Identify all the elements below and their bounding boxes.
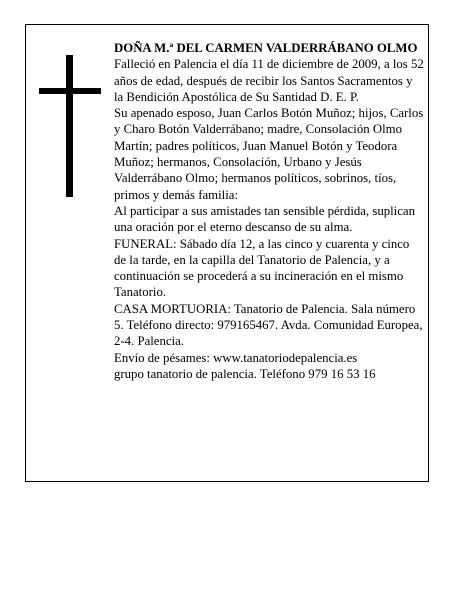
condolences-website: Envío de pésames: www.tanatoriodepalencia.es <box>114 350 358 365</box>
family-list: Su apenado esposo, Juan Carlos Botón Muñoz; hijos, Carlos y Charo Botón Valderrábano; madre, Consolación Olmo Martín; padres políticos, Juan Manuel Botón y Teodora Muñoz; hermanos, Consolación, Urbano y Jesús Valderrábano Olmo; hermanos políticos, sobrinos, tíos, primos y demás familia: <box>114 106 424 202</box>
cross-icon <box>39 55 101 197</box>
funeral-home-contact: grupo tanatorio de palencia. Teléfono 979 16 53 16 <box>114 366 376 381</box>
deceased-name: DOÑA M.ª DEL CARMEN VALDERRÁBANO OLMO <box>114 41 418 55</box>
cross-vertical-bar <box>66 55 73 197</box>
mortuary-details: CASA MORTUORIA: Tanatorio de Palencia. Sala número 5. Teléfono directo: 979165467. Avda. Comunidad Europea, 2-4. Palencia. <box>114 301 423 349</box>
funeral-details: FUNERAL: Sábado día 12, a las cinco y cuarenta y cinco de la tarde, en la capilla del Tanatorio de Palencia, y a continuación se procederá a su incineración en el mismo Tanatorio. <box>114 236 410 300</box>
notice-body <box>114 40 424 382</box>
prayer-request: Al participar a sus amistades tan sensible pérdida, suplican una oración por el eterno descanso de su alma. <box>114 203 415 235</box>
obituary-notice <box>25 24 429 482</box>
cross-horizontal-bar <box>39 88 101 94</box>
death-announcement: Falleció en Palencia el día 11 de diciembre de 2009, a los 52 años de edad, después de recibir los Santos Sacramentos y la Bendición Apostólica de Su Santidad D. E. P. <box>114 57 424 104</box>
